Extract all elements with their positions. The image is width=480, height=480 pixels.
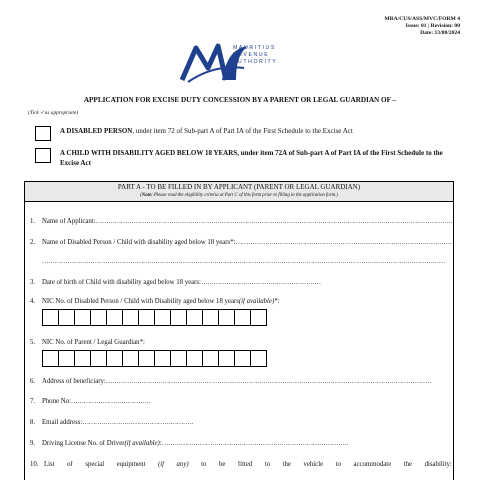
field-beneficiary-address[interactable]: 6. Address of beneficiary: …………………………………………………………………………………………………………………………………………………………………………: [30, 378, 452, 385]
field-email[interactable]: 8. Email address: …………………………………………………………………………………………………………………………………………………………………………: [30, 419, 452, 426]
field-special-equipment[interactable]: 10. List of special equipment (if any) to be fitted to the vehicle to accommodate the disability:: [30, 461, 452, 468]
nic-cell[interactable]: [122, 309, 139, 326]
nic-cell[interactable]: [234, 350, 251, 367]
nic-cell[interactable]: [138, 350, 155, 367]
nic-cell[interactable]: [58, 309, 75, 326]
field-driving-license[interactable]: 9. Driving License No. of Driver (if available) : …………………………………………………………………………………………………………………………………………………………………………: [30, 440, 452, 447]
field-disabled-person-nic: 4. NIC No. of Disabled Person / Child with Disability aged below 18 years (if available) *:: [30, 298, 280, 305]
nic-cell[interactable]: [90, 350, 107, 367]
form-reference: [384, 16, 460, 37]
option-child-disability[interactable]: A CHILD WITH DISABILITY AGED BELOW 18 YEARS, under item 72A of Sub-part A of Part IA of the First Schedule to the Excise Act: [35, 148, 460, 168]
nic-cell[interactable]: [42, 309, 59, 326]
tick-note: (Tick ✓as appropriate): [28, 110, 79, 116]
nic-cell[interactable]: [186, 309, 203, 326]
part-a-note: (Note: Please read the eligibility criteria at Part C of this form prior to filling in the application form.): [140, 193, 338, 198]
nic-cell[interactable]: [74, 309, 91, 326]
part-a-section: [24, 181, 454, 480]
nic-cell[interactable]: [58, 350, 75, 367]
nic-cell[interactable]: [234, 309, 251, 326]
field-child-dob[interactable]: 3. Date of birth of Child with disability aged below 18 years: …………………………………………………………………………………………………………………………………………………………………………: [30, 279, 452, 286]
nic-cell[interactable]: [250, 350, 267, 367]
equipment-label: List of special equipment (if any) to be fitted to the vehicle to accommodate the disability:: [44, 461, 452, 468]
nic-cell[interactable]: [154, 309, 171, 326]
nic-cell[interactable]: [170, 350, 187, 367]
nic-cell[interactable]: [122, 350, 139, 367]
nic-cell[interactable]: [138, 309, 155, 326]
nic-cell[interactable]: [170, 309, 187, 326]
form-issue: Issue: 01 | Revision: 00: [405, 23, 460, 29]
nic-cell[interactable]: [218, 350, 235, 367]
form-title: APPLICATION FOR EXCISE DUTY CONCESSION BY A PARENT OR LEGAL GUARDIAN OF –: [83, 96, 397, 104]
checkbox-disabled-person[interactable]: [35, 126, 51, 141]
field-disabled-person-name-cont[interactable]: [30, 258, 452, 265]
nic-cell[interactable]: [42, 350, 59, 367]
nic-cell[interactable]: [202, 309, 219, 326]
part-a-header: [25, 182, 453, 202]
form-code: MRA/CUS/ASS/MVC/FORM 4: [384, 16, 460, 22]
option-disabled-person[interactable]: A DISABLED PERSON, under item 72 of Sub-part A of Part IA of the First Schedule to the Excise Act: [35, 126, 460, 141]
field-phone[interactable]: 7. Phone No: …………………………………………………………………………………………………………………………………………………………………………: [30, 398, 452, 405]
nic-cell[interactable]: [106, 350, 123, 367]
field-disabled-person-name[interactable]: 2. Name of Disabled Person / Child with disability aged below 18 years*: …………………………………………………………………………………………………………………………………………………………………………: [30, 239, 452, 246]
nic-grid-disabled-person[interactable]: [42, 309, 266, 326]
logo-text: MAURITIUS REVENUE AUTHORITY: [233, 45, 278, 65]
form-date: Date: 13/08/2024: [420, 30, 460, 36]
nic-cell[interactable]: [186, 350, 203, 367]
checkbox-child-disability[interactable]: [35, 148, 51, 163]
nic-cell[interactable]: [218, 309, 235, 326]
nic-cell[interactable]: [106, 309, 123, 326]
nic-cell[interactable]: [74, 350, 91, 367]
nic-cell[interactable]: [250, 309, 267, 326]
field-applicant-name[interactable]: 1. Name of Applicant: …………………………………………………………………………………………………………………………………………………………………………: [30, 218, 452, 225]
nic-cell[interactable]: [202, 350, 219, 367]
part-a-title: PART A - TO BE FILLED IN BY APPLICANT (PARENT OR LEGAL GUARDIAN): [117, 183, 361, 191]
nic-grid-parent[interactable]: [42, 350, 266, 367]
nic-cell[interactable]: [154, 350, 171, 367]
field-parent-nic: 5. NIC No. of Parent / Legal Guardian*:: [30, 339, 145, 346]
nic-cell[interactable]: [90, 309, 107, 326]
